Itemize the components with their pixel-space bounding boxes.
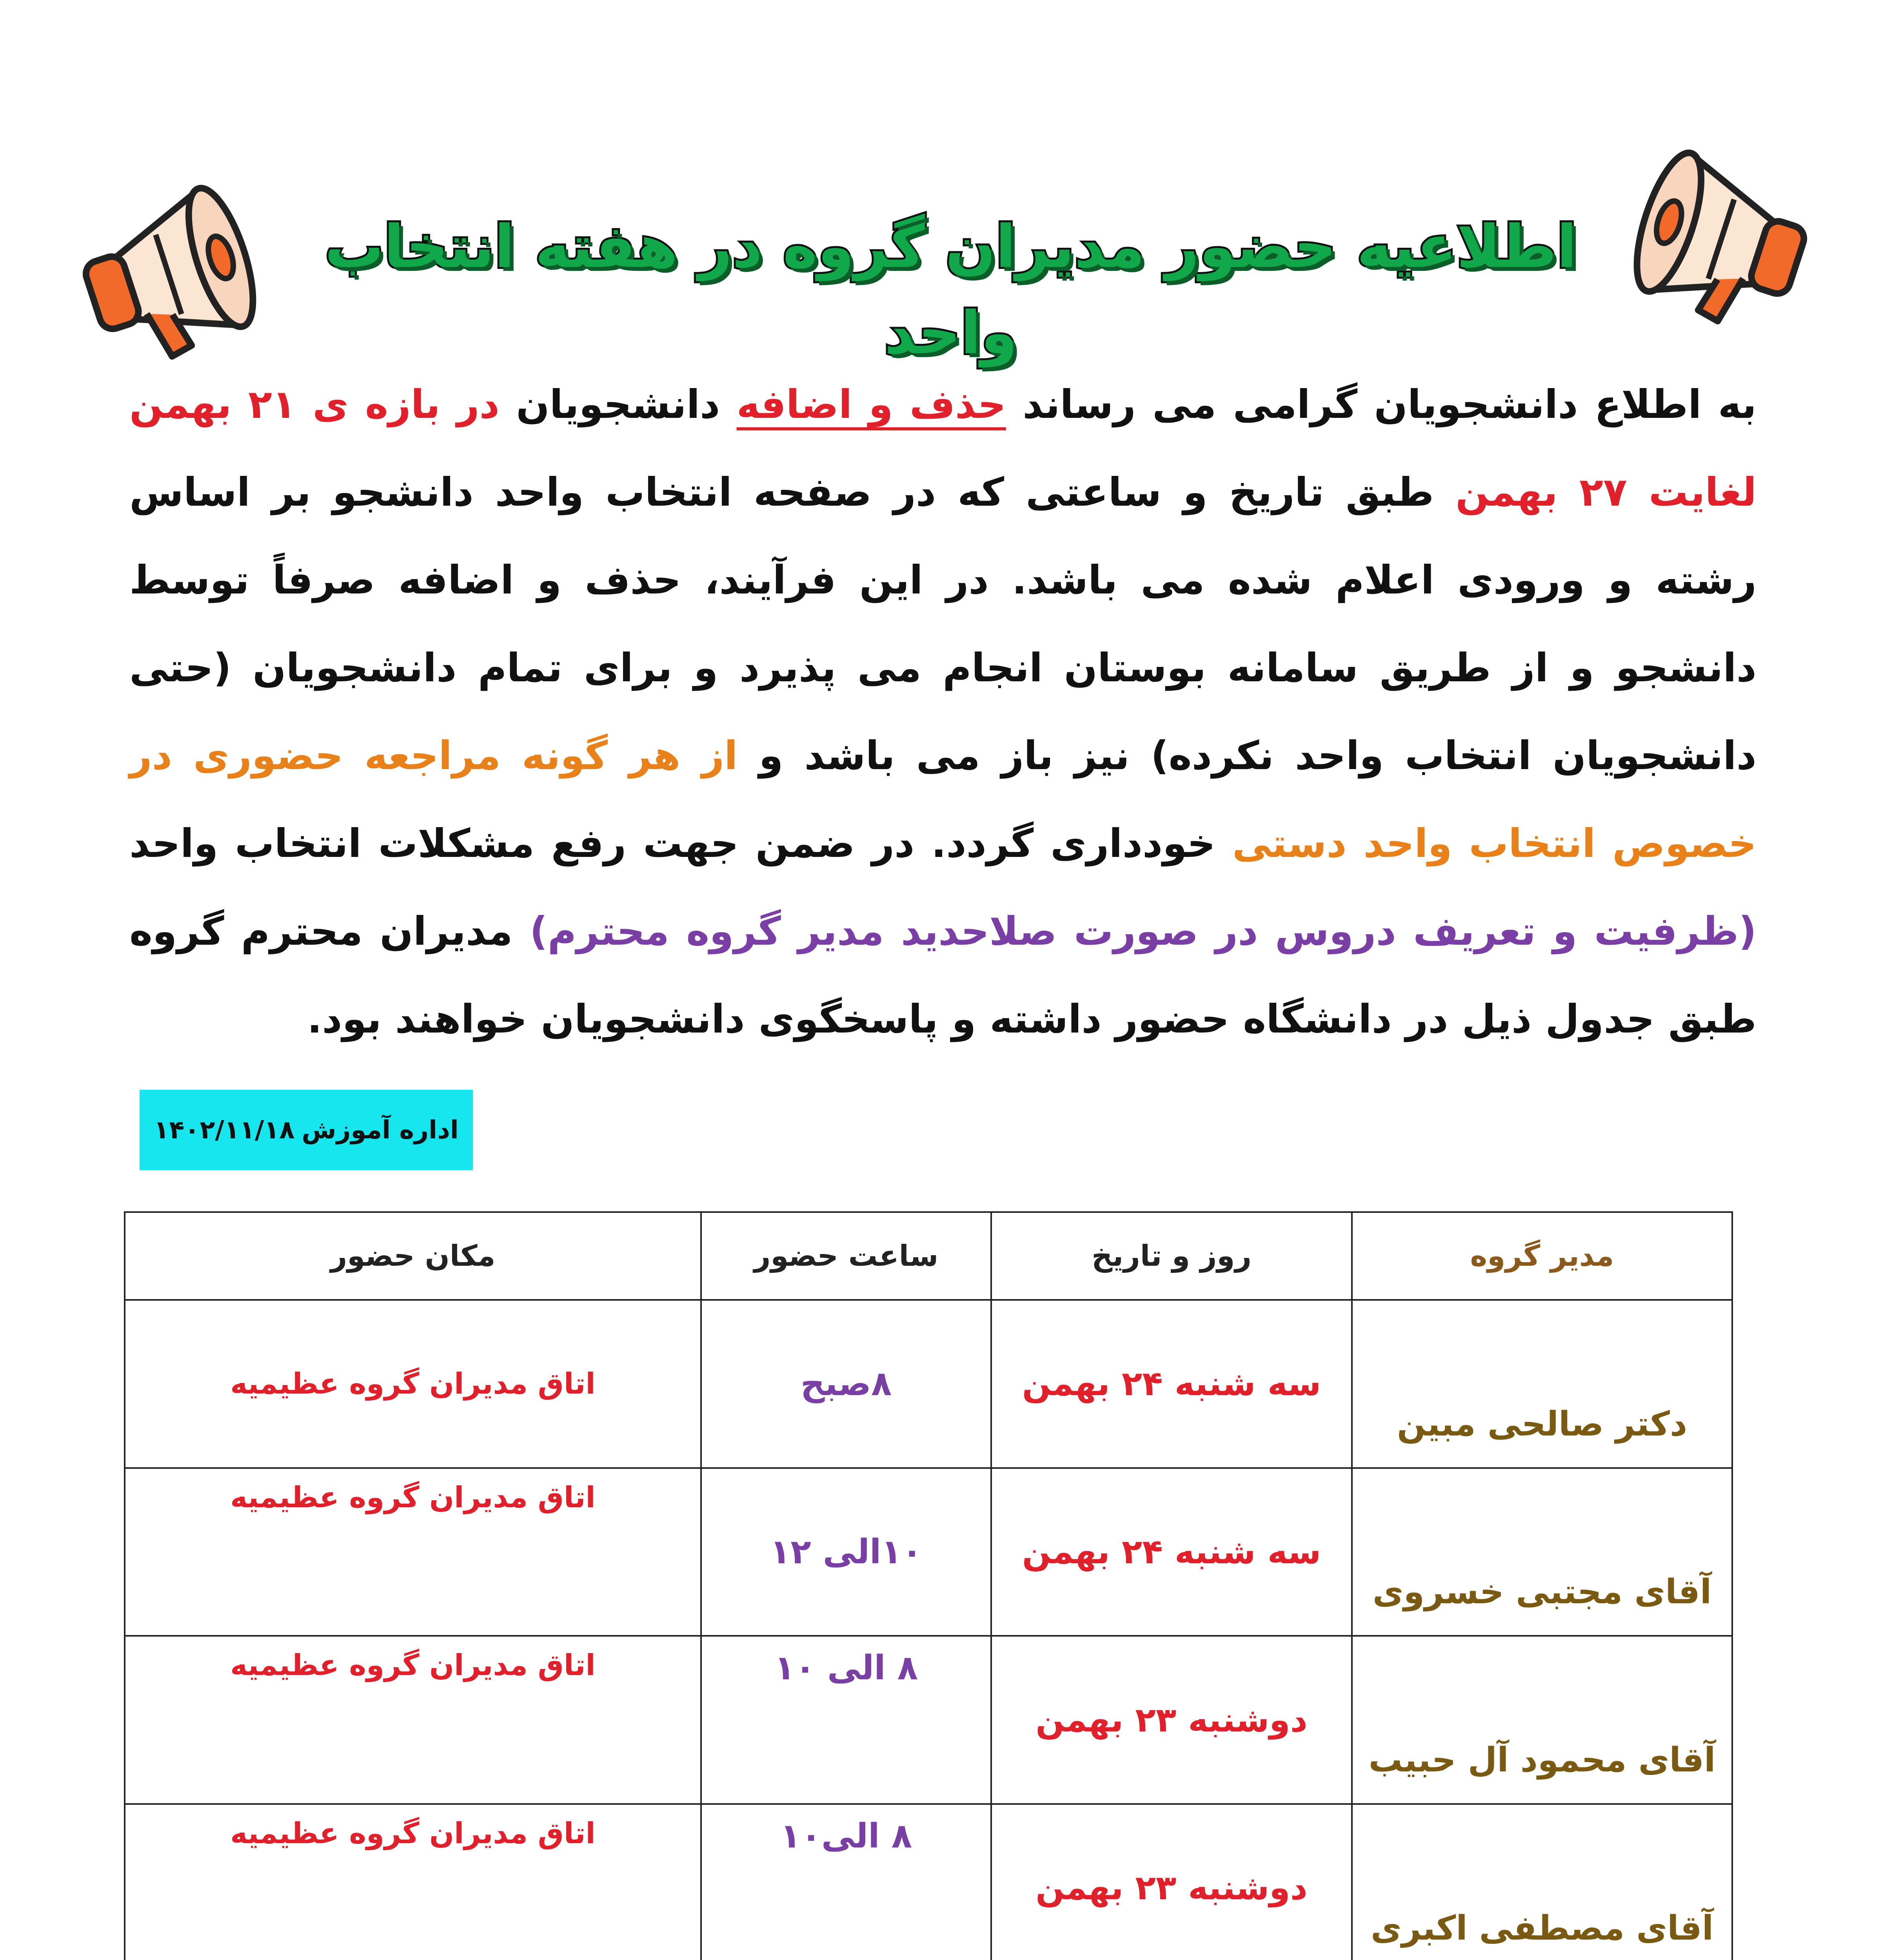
cell-place: اتاق مدیران گروه عظیمیه [125, 1636, 701, 1804]
office-badge [140, 1090, 473, 1170]
header-place: مکان حضور [125, 1212, 701, 1300]
body-highlight-date-range: در بازه ی ۲۱ بهمن لغایت ۲۷ بهمن [129, 381, 1757, 515]
megaphone-icon [59, 165, 278, 384]
table-row [125, 1804, 1732, 1960]
cell-manager: آقای محمود آل حبیب [1352, 1636, 1732, 1804]
header-manager: مدیر گروه [1352, 1212, 1732, 1300]
body-text-5: مدیران محترم گروه طبق جدول ذیل در دانشگاه حضور داشته و پاسخگوی دانشجویان خواهند بود. [129, 908, 1757, 1042]
cell-day: سه شنبه ۲۴ بهمن [991, 1300, 1352, 1468]
cell-time: ۸ الی۱۰ [701, 1804, 991, 1960]
page-title: اطلاعیه حضور مدیران گروه در هفته انتخاب واحد [325, 213, 1577, 367]
office-label: اداره آموزش [302, 1115, 459, 1145]
table-row [125, 1300, 1732, 1468]
cell-time: ۸صبح [701, 1300, 991, 1468]
cell-day: دوشنبه ۲۳ بهمن [991, 1804, 1352, 1960]
table-row [125, 1468, 1732, 1636]
body-text-2: دانشجویان [516, 381, 720, 427]
body-highlight-no-visit: از هر گونه مراجعه حضوری در خصوص انتخاب واحد دستی [129, 733, 1757, 866]
body-text-4: خودداری گردد. در ضمن جهت رفع مشکلات انتخاب واحد [129, 820, 1215, 866]
header-time: ساعت حضور [701, 1212, 991, 1300]
table-row [125, 1636, 1732, 1804]
cell-manager: آقای مصطفی اکبری [1352, 1804, 1732, 1960]
cell-day: سه شنبه ۲۴ بهمن [991, 1468, 1352, 1636]
body-highlight-capacity: (ظرفیت و تعریف دروس در صورت صلاحدید مدیر گروه محترم) [529, 908, 1757, 954]
office-date: ۱۴۰۲/۱۱/۱۸ [154, 1115, 295, 1145]
announcement-body [129, 361, 1757, 1063]
cell-time: ۱۰الی ۱۲ [701, 1468, 991, 1636]
cell-place: اتاق مدیران گروه عظیمیه [125, 1804, 701, 1960]
cell-place: اتاق مدیران گروه عظیمیه [125, 1300, 701, 1468]
body-text-3: طبق تاریخ و ساعتی که در صفحه انتخاب واحد دانشجو بر اساس رشته و ورودی اعلام شده می باشد. در این فرآیند، حذف و اضافه صرفاً توسط دانشجو و از طریق سامانه بوستان انجام می پذیرد و برای تمام دانشجویان (حتی دانشجویان انتخاب واحد نکرده) نیز باز می باشد و [129, 469, 1757, 779]
cell-manager: آقای مجتبی خسروی [1352, 1468, 1732, 1636]
body-highlight-add-drop: حذف و اضافه [736, 381, 1006, 427]
megaphone-icon [1611, 129, 1831, 349]
cell-day: دوشنبه ۲۳ بهمن [991, 1636, 1352, 1804]
table-header-row [125, 1212, 1732, 1300]
body-text-1: به اطلاع دانشجویان گرامی می رساند [1023, 381, 1757, 427]
header-day: روز و تاریخ [991, 1212, 1352, 1300]
cell-time: ۸ الی ۱۰ [701, 1636, 991, 1804]
schedule-table [124, 1211, 1733, 1960]
cell-manager: دکتر صالحی مبین [1352, 1300, 1732, 1468]
cell-place: اتاق مدیران گروه عظیمیه [125, 1468, 701, 1636]
